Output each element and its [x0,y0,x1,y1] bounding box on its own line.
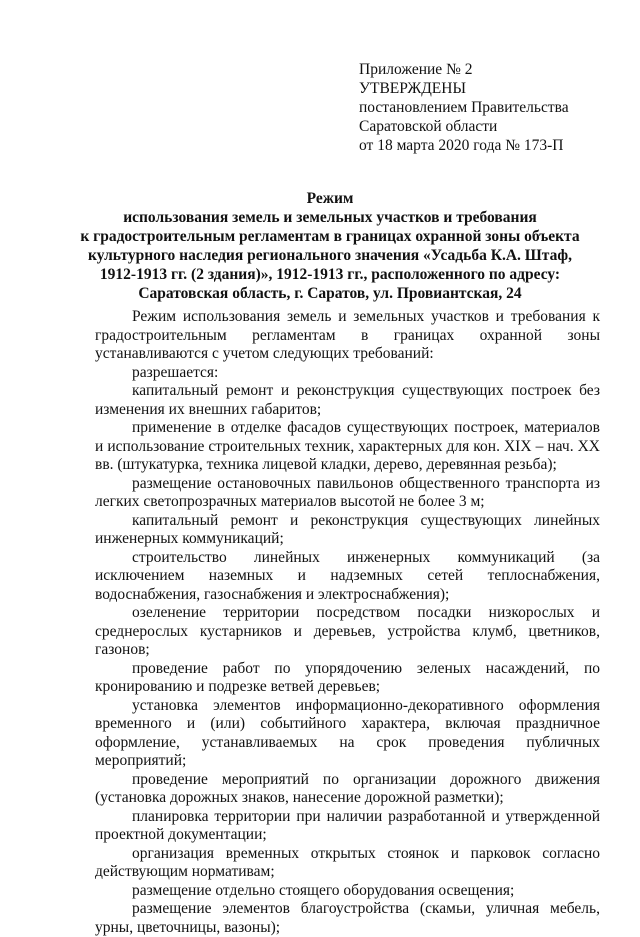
paragraph: установка элементов информационно-декоративного оформления временного и (или) событийного характера, включая праздничное оформление, устанавливаемых на срок проведения публичных мероприятий; [95,696,600,769]
paragraph: планировка территории при наличии разработанной и утвержденной проектной документации; [95,807,600,843]
paragraph: проведение работ по упорядочению зеленых насаждений, по кронированию и подрезке ветвей деревьев; [95,659,600,695]
document-heading [60,189,600,303]
paragraph: капитальный ремонт и реконструкция существующих линейных инженерных коммуникаций; [95,511,600,547]
document-body [95,308,600,937]
approved-label: УТВЕРЖДЕНЫ [359,80,466,97]
paragraph: разрешается: [132,363,219,381]
paragraph: проведение мероприятий по организации дорожного движения (установка дорожных знаков, нанесение дорожной разметки); [95,770,600,806]
paragraph: капитальный ремонт и реконструкция существующих построек без изменения их внешних габаритов; [95,382,600,418]
paragraph: организация временных открытых стоянок и парковок согласно действующим нормативам; [95,844,600,880]
paragraph: размещение элементов благоустройства (скамьи, уличная мебель, урны, цветочницы, вазоны); [95,900,600,936]
heading-title: Режим [306,190,354,207]
paragraph-intro: Режим использования земель и земельных участков и требования к градостроительным регламентам в границах охранной зоны устанавливаются с учетом следующих требований: [95,308,600,362]
paragraph: применение в отделке фасадов существующих построек, материалов и использование строительных техник, характерных для кон. XIX – нач. XX вв. (штукатурка, техника лицевой кладки, дерево, деревянная резьба); [95,419,600,473]
heading-line-4: 1912-1913 гг. (2 здания)», 1912-1913 гг., расположенного по адресу: [99,266,561,283]
paragraph: размещение отдельно стоящего оборудования освещения; [132,881,515,899]
approval-line-1: постановлением Правительства [359,99,569,116]
approval-line-3: от 18 марта 2020 года № 173-П [359,137,564,154]
appendix-label: Приложение № 2 [359,61,473,78]
heading-line-1: использования земель и земельных участков и требования [123,209,537,226]
approval-line-2: Саратовской области [359,118,498,135]
heading-line-2: к градостроительным регламентам в границах охранной зоны объекта [80,228,580,245]
approval-block [359,60,619,155]
heading-line-3: культурного наследия регионального значения «Усадьба К.А. Штаф, [88,247,572,264]
paragraph: озеленение территории посредством посадки низкорослых и среднерослых кустарников и деревьев, устройства клумб, цветников, газонов; [95,604,600,658]
paragraph: размещение остановочных павильонов общественного транспорта из легких светопрозрачных материалов высотой не более 3 м; [95,474,600,510]
paragraph: строительство линейных инженерных коммуникаций (за исключением наземных и надземных сетей теплоснабжения, водоснабжения, газоснабжения и электроснабжения); [95,548,600,603]
heading-line-5: Саратовская область, г. Саратов, ул. Провиантская, 24 [138,285,522,302]
